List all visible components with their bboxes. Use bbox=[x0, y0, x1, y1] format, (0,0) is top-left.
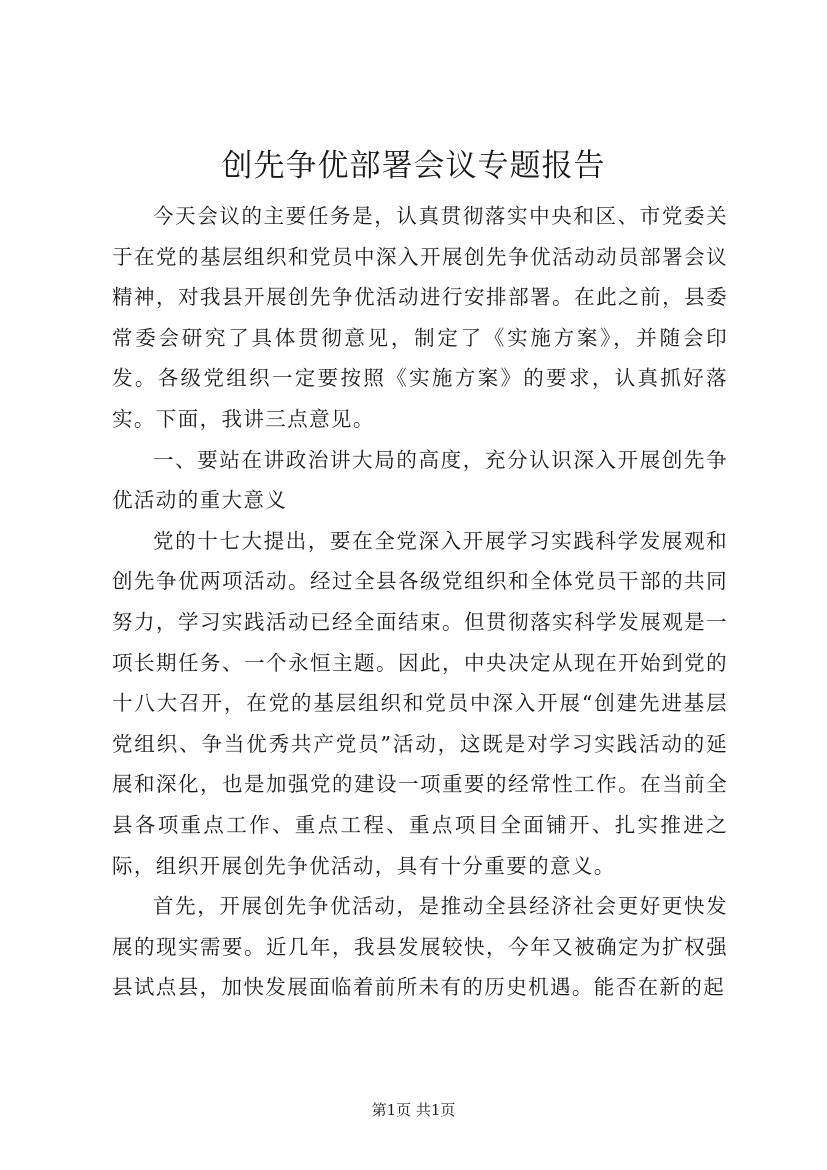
paragraph-intro: 今天会议的主要任务是，认真贯彻落实中央和区、市党委关于在党的基层组织和党员中深入开展创先争优活动动员部署会议精神，对我县开展创先争优活动进行安排部署。在此之前，县委常委会研究了具体贯彻意见，制定了《实施方案》，并随会印发。各级党组织一定要按照《实施方案》的要求，认真抓好落实。下面，我讲三点意见。 bbox=[112, 204, 728, 431]
document-body bbox=[112, 196, 728, 1116]
paragraph-background: 党的十七大提出，要在全党深入开展学习实践科学发展观和创先争优两项活动。经过全县各级党组织和全体党员干部的共同努力，学习实践活动已经全面结束。但贯彻落实科学发展观是一项长期任务、一个永恒主题。因此，中央决定从现在开始到党的十八大召开，在党的基层组织和党员中深入开展“创建先进基层党组织、争当优秀共产党员”活动，这既是对学习实践活动的延展和深化，也是加强党的建设一项重要的经常性工作。在当前全县各项重点工作、重点工程、重点项目全面铺开、扎实推进之际，组织开展创先争优活动，具有十分重要的意义。 bbox=[112, 528, 728, 878]
paragraph-heading-one: 一、要站在讲政治讲大局的高度，充分认识深入开展创先争优活动的重大意义 bbox=[112, 447, 728, 513]
page-footer: 第1页 共1页 bbox=[371, 1101, 456, 1119]
document-title: 创先争优部署会议专题报告 bbox=[221, 148, 606, 184]
paragraph-first-point: 首先，开展创先争优活动，是推动全县经济社会更好更快发展的现实需要。近几年，我县发展较快，今年又被确定为扩权强县试点县，加快发展面临着前所未有的历史机遇。能否在新的起 bbox=[112, 894, 728, 1000]
